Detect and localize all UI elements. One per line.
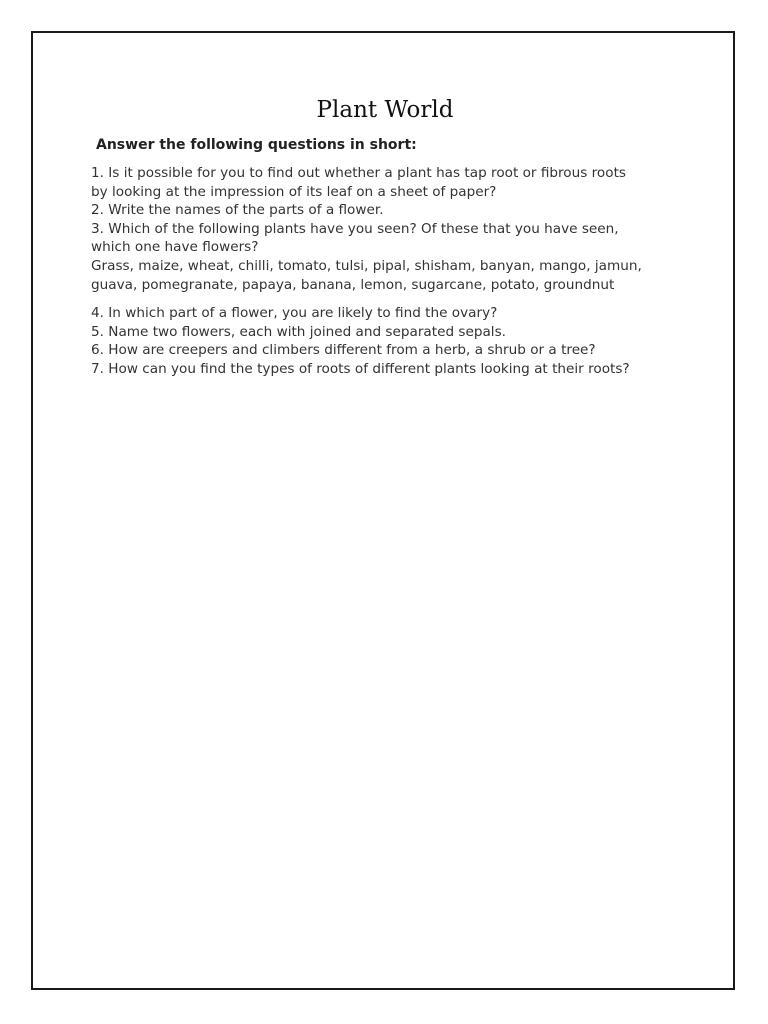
page-title: Plant World (316, 97, 454, 123)
question-block-2 (91, 304, 711, 378)
question-5: 5. Name two flowers, each with joined and separated sepals. (91, 323, 506, 340)
instruction-heading: Answer the following questions in short: (96, 137, 417, 153)
question-2: 2. Write the names of the parts of a flower. (91, 202, 384, 219)
question-1-line-2: by looking at the impression of its leaf on a sheet of paper? (91, 183, 497, 200)
question-6: 6. How are creepers and climbers different from a herb, a shrub or a tree? (91, 342, 596, 359)
plant-list-line-1: Grass, maize, wheat, chilli, tomato, tulsi, pipal, shisham, banyan, mango, jamun, (91, 257, 642, 274)
question-7: 7. How can you find the types of roots of different plants looking at their roots? (91, 360, 630, 377)
plant-list-line-2: guava, pomegranate, papaya, banana, lemon, sugarcane, potato, groundnut (91, 276, 615, 293)
question-1-line-1: 1. Is it possible for you to find out whether a plant has tap root or fibrous roots (91, 165, 626, 181)
question-3-line-2: which one have flowers? (91, 239, 259, 256)
worksheet-page (31, 31, 735, 990)
question-3-line-1: 3. Which of the following plants have you seen? Of these that you have seen, (91, 220, 619, 237)
question-4: 4. In which part of a flower, you are likely to find the ovary? (91, 305, 498, 321)
question-block-1 (91, 164, 711, 294)
